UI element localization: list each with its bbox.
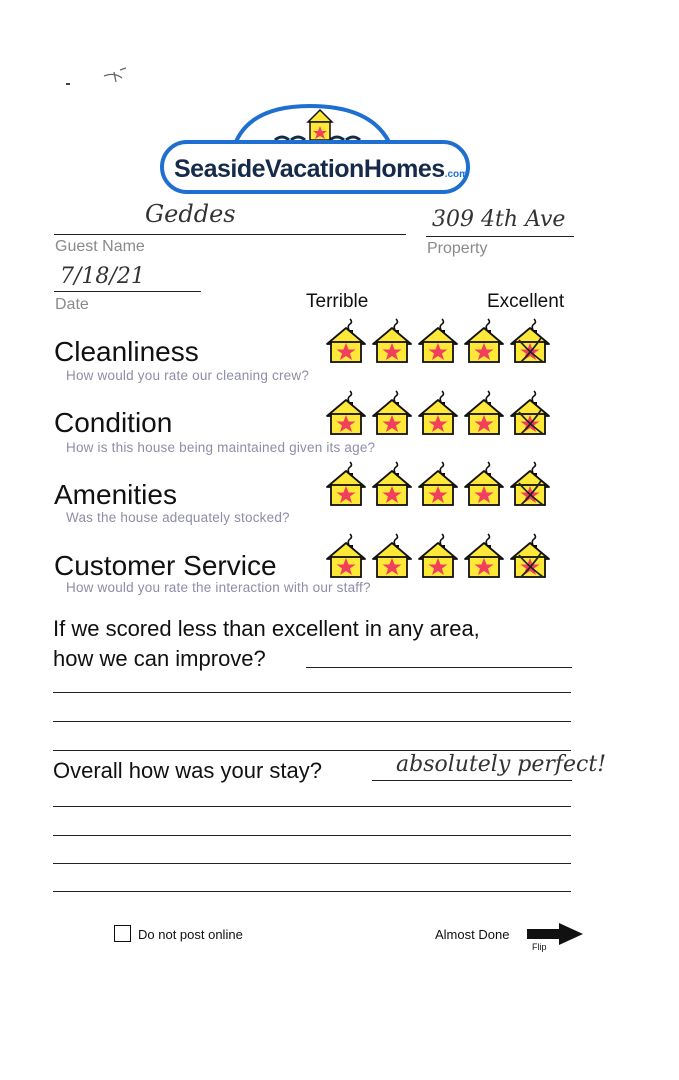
rating-row-condition xyxy=(325,390,551,436)
improve-question-line2: how we can improve? xyxy=(53,646,266,671)
do-not-post-checkbox[interactable] xyxy=(114,925,131,942)
category-title-cleanliness: Cleanliness xyxy=(54,336,199,367)
logo-text: SeasideVacationHomes xyxy=(174,155,445,183)
date-label: Date xyxy=(55,296,89,313)
improve-question-line1: If we scored less than excellent in any area, xyxy=(53,616,480,641)
do-not-post-label: Do not post online xyxy=(138,927,243,942)
rating-house-icon-5[interactable] xyxy=(509,318,551,364)
flip-label: Flip xyxy=(532,942,547,952)
category-title-condition: Condition xyxy=(54,407,173,438)
rating-house-icon-5[interactable] xyxy=(509,390,551,436)
rating-house-icon-1[interactable] xyxy=(325,533,367,579)
rating-house-icon-2[interactable] xyxy=(371,461,413,507)
category-subtitle-condition: How is this house being maintained given its age? xyxy=(66,440,376,455)
category-title-customer-service: Customer Service xyxy=(54,550,277,581)
rating-house-icon-1[interactable] xyxy=(325,390,367,436)
overall-answer-line-2 xyxy=(53,806,571,807)
overall-question: Overall how was your stay? xyxy=(53,758,322,783)
rating-house-icon-3[interactable] xyxy=(417,461,459,507)
improve-answer-line-1 xyxy=(306,667,572,668)
rating-house-icon-1[interactable] xyxy=(325,461,367,507)
rating-row-customer-service xyxy=(325,533,551,579)
date-line xyxy=(54,291,201,292)
logo-wordmark xyxy=(174,155,468,184)
rating-house-icon-3[interactable] xyxy=(417,318,459,364)
property-value: 309 4th Ave xyxy=(432,207,566,232)
scale-low-label: Terrible xyxy=(306,291,369,312)
rating-house-icon-4[interactable] xyxy=(463,318,505,364)
improve-answer-line-3 xyxy=(53,721,571,722)
category-subtitle-customer-service: How would you rate the interaction with our staff? xyxy=(66,580,371,595)
rating-house-icon-2[interactable] xyxy=(371,318,413,364)
rating-house-icon-3[interactable] xyxy=(417,533,459,579)
overall-answer-line-4 xyxy=(53,863,571,864)
guest-name-label: Guest Name xyxy=(55,238,145,255)
rating-row-cleanliness xyxy=(325,318,551,364)
property-line xyxy=(426,236,574,237)
improve-answer-line-4 xyxy=(53,750,571,751)
stray-pen-marks xyxy=(60,62,140,92)
rating-house-icon-5[interactable] xyxy=(509,533,551,579)
overall-answer-line-1 xyxy=(372,780,572,781)
rating-house-icon-1[interactable] xyxy=(325,318,367,364)
rating-house-icon-4[interactable] xyxy=(463,533,505,579)
overall-answer-line-3 xyxy=(53,835,571,836)
rating-house-icon-2[interactable] xyxy=(371,390,413,436)
rating-house-icon-4[interactable] xyxy=(463,461,505,507)
overall-answer-line-5 xyxy=(53,891,571,892)
rating-house-icon-3[interactable] xyxy=(417,390,459,436)
guest-name-value: Geddes xyxy=(145,200,236,228)
almost-done-label: Almost Done xyxy=(435,927,510,942)
category-title-amenities: Amenities xyxy=(54,479,177,510)
rating-house-icon-5[interactable] xyxy=(509,461,551,507)
rating-house-icon-4[interactable] xyxy=(463,390,505,436)
improve-answer-line-2 xyxy=(53,692,571,693)
overall-answer: absolutely perfect! xyxy=(396,752,607,777)
property-label: Property xyxy=(427,240,488,257)
rating-house-icon-2[interactable] xyxy=(371,533,413,579)
logo-suffix: .com xyxy=(444,169,469,180)
scale-high-label: Excellent xyxy=(487,291,565,312)
rating-row-amenities xyxy=(325,461,551,507)
category-subtitle-amenities: Was the house adequately stocked? xyxy=(66,510,290,525)
date-value: 7/18/21 xyxy=(60,264,145,289)
brand-logo xyxy=(160,100,470,195)
category-subtitle-cleanliness: How would you rate our cleaning crew? xyxy=(66,368,310,383)
guest-name-line xyxy=(54,234,406,235)
